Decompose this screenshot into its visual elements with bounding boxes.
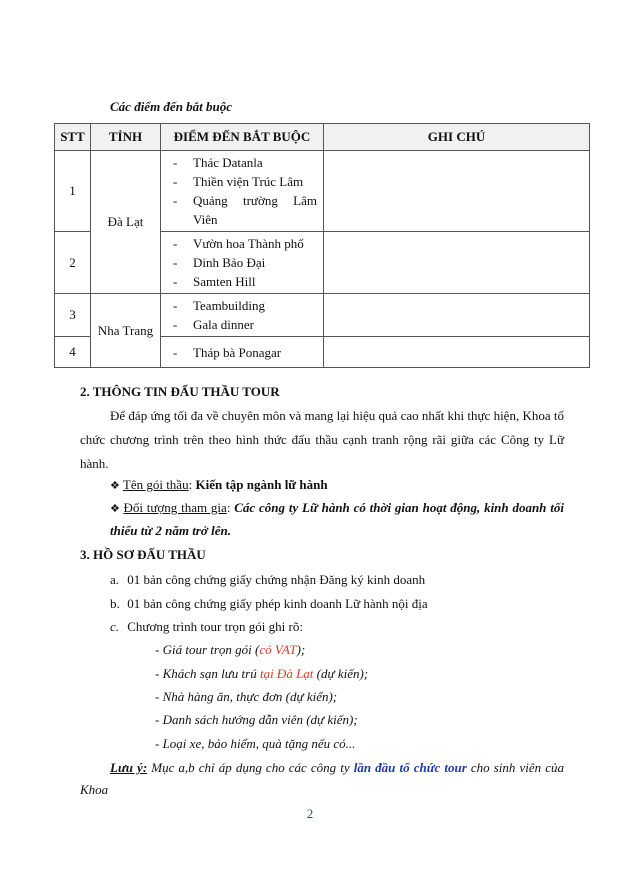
- destinations-cell: [161, 151, 324, 232]
- list-item: - Teambuilding: [173, 296, 317, 315]
- table-header-row: [55, 124, 590, 151]
- tour-price-line: [155, 642, 305, 658]
- location-text: tại Đà Lạt: [259, 666, 314, 681]
- colon: :: [226, 500, 235, 515]
- list-item: - Gala dinner: [173, 315, 317, 334]
- colon: :: [188, 477, 196, 492]
- province-cell: Nha Trang: [91, 294, 161, 368]
- item-label: c.: [110, 619, 120, 634]
- vat-text: có VAT: [259, 642, 297, 657]
- note-cell: [324, 294, 590, 337]
- item-text: 01 bản công chứng giấy phép kinh doanh Lữ hành nội địa: [127, 596, 428, 611]
- list-item: - Vườn hoa Thành phố: [173, 234, 317, 253]
- text: - Giá tour trọn gói (: [155, 642, 260, 657]
- item-text: 01 bản công chứng giấy chứng nhận Đăng ký kinh doanh: [127, 572, 426, 587]
- bullet-participants: [110, 497, 564, 542]
- bullet-value: Các công ty Lữ hành có thời gian hoạt động, kinh doanh tối thiểu từ 2 năm trở lên.: [110, 500, 564, 538]
- col-header-stt: STT: [55, 124, 91, 151]
- bullet-value: Kiến tập ngành lữ hành: [195, 477, 328, 492]
- destinations-cell: [161, 232, 324, 294]
- bullet-label: Tên gói thầu: [122, 477, 189, 492]
- note-paragraph: [80, 757, 564, 801]
- table-row: [55, 294, 590, 337]
- row-stt: 4: [55, 337, 91, 368]
- hotel-line: [155, 666, 368, 682]
- col-header-province: TỈNH: [91, 124, 161, 151]
- diamond-bullet-icon: ❖: [110, 503, 121, 515]
- list-item: - Samten Hill: [173, 272, 317, 291]
- list-item: - Thác Datanla: [173, 153, 317, 172]
- province-cell: Đà Lạt: [91, 151, 161, 294]
- note-cell: [324, 151, 590, 232]
- table-caption: Các điểm đến bắt buộc: [110, 99, 233, 114]
- diamond-bullet-icon: ❖: [110, 480, 120, 492]
- col-header-destinations: ĐIỂM ĐẾN BẮT BUỘC: [161, 124, 324, 151]
- text: - Khách sạn lưu trú: [155, 666, 260, 681]
- list-item: [110, 619, 303, 635]
- note-label: Lưu ý:: [110, 760, 148, 775]
- col-header-notes: GHI CHÚ: [324, 124, 590, 151]
- section2-paragraph: Để đáp ứng tối đa về chuyên môn và mang lại hiệu quả cao nhất khi thực hiện, Khoa tổ chức chương trình trên theo hình thức đấu thầu cạnh tranh rộng rãi giữa các Công ty Lữ hành.: [80, 408, 564, 471]
- vehicle-line: - Loại xe, bảo hiểm, quà tặng nếu có...: [155, 736, 356, 751]
- item-label: a.: [110, 572, 120, 587]
- list-item: [110, 572, 425, 588]
- note-text: cho sinh viên của Khoa: [80, 760, 564, 797]
- section2-heading: 2. THÔNG TIN ĐẤU THẦU TOUR: [80, 384, 280, 399]
- list-item: [110, 596, 428, 612]
- list-item: - Tháp bà Ponagar: [173, 343, 317, 362]
- bullet-label: Đối tượng tham gia: [123, 500, 227, 515]
- text: (dự kiến);: [313, 666, 369, 681]
- text: );: [296, 642, 306, 657]
- list-item: - Thiền viện Trúc Lâm: [173, 172, 317, 191]
- destinations-cell: [161, 337, 324, 368]
- row-stt: 2: [55, 232, 91, 294]
- destinations-table: [54, 123, 590, 368]
- section3-heading: 3. HỒ SƠ ĐẤU THẦU: [80, 547, 206, 562]
- list-item: - Quảng trường Lâm Viên: [173, 191, 317, 229]
- table-row: [55, 151, 590, 232]
- list-item: - Dinh Bảo Đại: [173, 253, 317, 272]
- restaurant-line: - Nhà hàng ăn, thực đơn (dự kiến);: [155, 689, 338, 704]
- note-cell: [324, 337, 590, 368]
- note-highlight: lần đầu tổ chức tour: [353, 760, 467, 775]
- row-stt: 3: [55, 294, 91, 337]
- bullet-package-name: [110, 474, 564, 497]
- row-stt: 1: [55, 151, 91, 232]
- note-text: Mục a,b chỉ áp dụng cho các công ty: [147, 760, 354, 775]
- guides-line: - Danh sách hướng dẫn viên (dự kiến);: [155, 712, 358, 727]
- item-text: Chương trình tour trọn gói ghi rõ:: [127, 619, 303, 634]
- note-cell: [324, 232, 590, 294]
- destinations-cell: [161, 294, 324, 337]
- page-number: 2: [306, 806, 314, 821]
- item-label: b.: [110, 596, 120, 611]
